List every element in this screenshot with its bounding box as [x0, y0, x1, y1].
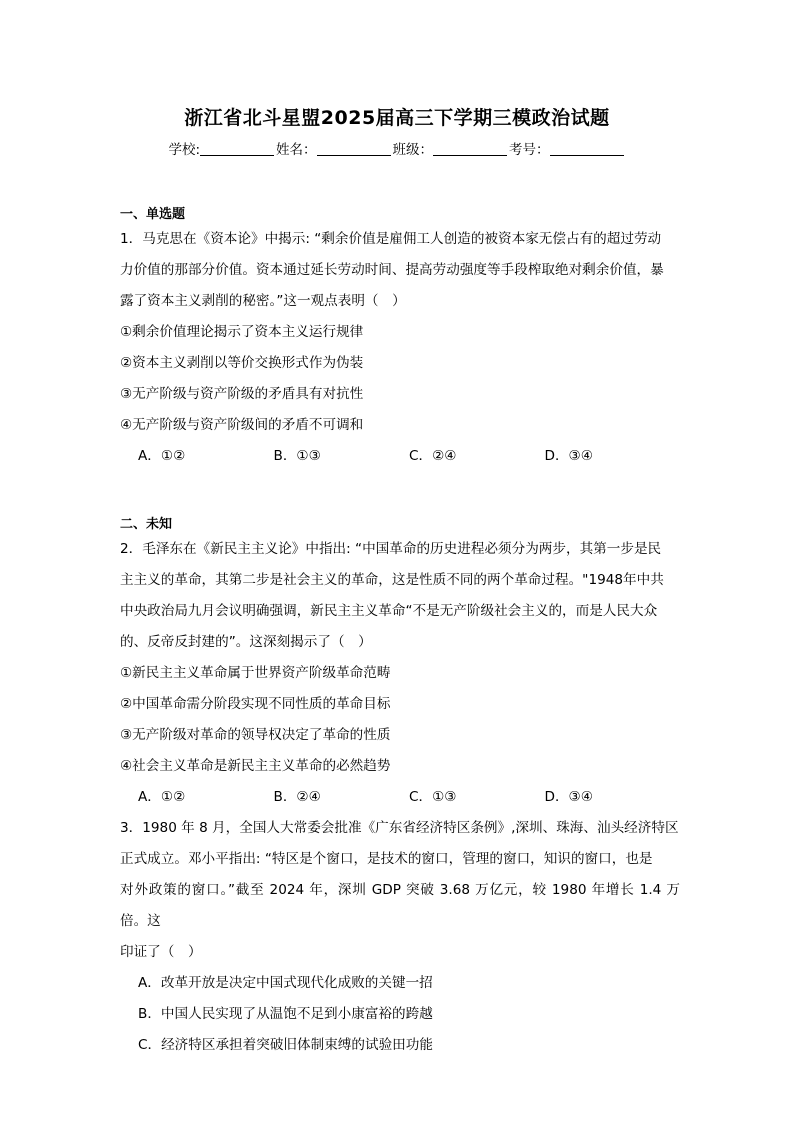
question-3-line: 对外政策的窗口。”截至 2024 年，深圳 GDP 突破 3.68 万亿元，较 1980 年增长 1.4 万倍。这 — [120, 882, 680, 929]
question-2-line: 中央政治局九月会议明确强调，新民主主义革命“不是无产阶级社会主义的，而是人民大众 — [120, 603, 658, 619]
question-2-item: ④社会主义革命是新民主主义革命的必然趋势 — [120, 758, 391, 774]
question-2-line: 主主义的革命，其第二步是社会主义的革命，这是性质不同的两个革命过程。"1948年中共 — [120, 572, 664, 588]
question-1-item: ①剩余价值理论揭示了资本主义运行规律 — [120, 324, 364, 340]
question-2-line: 2．毛泽东在《新民主主义论》中指出: “中国革命的历史进程必须分为两步，其第一步是民 — [120, 541, 662, 557]
exam-no-blank[interactable] — [550, 143, 624, 156]
name-blank[interactable] — [317, 143, 391, 156]
question-3-line: 正式成立。邓小平指出: “特区是个窗口，是技术的窗口，管理的窗口，知识的窗口，也是 — [120, 851, 653, 867]
student-info-line — [0, 138, 794, 158]
option-c[interactable]: C．①③ — [409, 789, 457, 805]
question-2 — [120, 534, 680, 1061]
option-a[interactable]: A．①② — [138, 448, 186, 464]
school-blank[interactable] — [200, 143, 274, 156]
option-d[interactable]: D．③④ — [544, 448, 593, 464]
name-label: 姓名： — [276, 142, 317, 158]
question-2-options — [120, 782, 680, 813]
option-b[interactable]: B．②④ — [273, 789, 321, 805]
question-1-item: ④无产阶级与资产阶级间的矛盾不可调和 — [120, 417, 364, 433]
question-3-choice-b[interactable]: B．中国人民实现了从温饱不足到小康富裕的跨越 — [138, 1006, 433, 1022]
option-a[interactable]: A．①② — [138, 789, 186, 805]
question-2-line: 的、反帝反封建的”。这深刻揭示了（ ） — [120, 634, 372, 650]
section-heading-unknown: 二、未知 — [120, 517, 173, 532]
question-2-item: ③无产阶级对革命的领导权决定了革命的性质 — [120, 727, 391, 743]
class-blank[interactable] — [433, 143, 507, 156]
question-3-choice-a[interactable]: A．改革开放是决定中国式现代化成败的关键一招 — [138, 975, 433, 991]
option-d[interactable]: D．③④ — [544, 789, 593, 805]
section-heading-single-choice: 一、单选题 — [120, 207, 186, 222]
question-3-choice-c[interactable]: C．经济特区承担着突破旧体制束缚的试验田功能 — [138, 1037, 433, 1053]
question-3-line: 3．1980 年 8 月，全国人大常委会批准《广东省经济特区条例》,深圳、珠海、汕头经济特区 — [120, 820, 679, 836]
question-2-item: ②中国革命需分阶段实现不同性质的革命目标 — [120, 696, 391, 712]
option-b[interactable]: B．①③ — [273, 448, 321, 464]
question-1-options — [120, 441, 680, 472]
question-1-item: ②资本主义剥削以等价交换形式作为伪装 — [120, 355, 364, 371]
question-1-line: 力价值的那部分价值。资本通过延长劳动时间、提高劳动强度等手段榨取绝对剩余价值，暴 — [120, 262, 664, 278]
question-1-line: 1．马克思在《资本论》中揭示: “剩余价值是雇佣工人创造的被资本家无偿占有的超过劳动 — [120, 231, 662, 247]
question-1 — [120, 224, 680, 472]
exam-no-label: 考号： — [509, 142, 550, 158]
option-c[interactable]: C．②④ — [409, 448, 457, 464]
question-1-item: ③无产阶级与资产阶级的矛盾具有对抗性 — [120, 386, 364, 402]
question-2-item: ①新民主主义革命属于世界资产阶级革命范畴 — [120, 665, 391, 681]
school-label: 学校: — [168, 142, 201, 158]
question-3-line: 印证了（ ） — [120, 944, 202, 960]
class-label: 班级： — [392, 142, 434, 158]
page-title: 浙江省北斗星盟2025届高三下学期三模政治试题 — [184, 107, 610, 129]
question-1-line: 露了资本主义剥削的秘密。”这一观点表明（ ） — [120, 293, 406, 309]
